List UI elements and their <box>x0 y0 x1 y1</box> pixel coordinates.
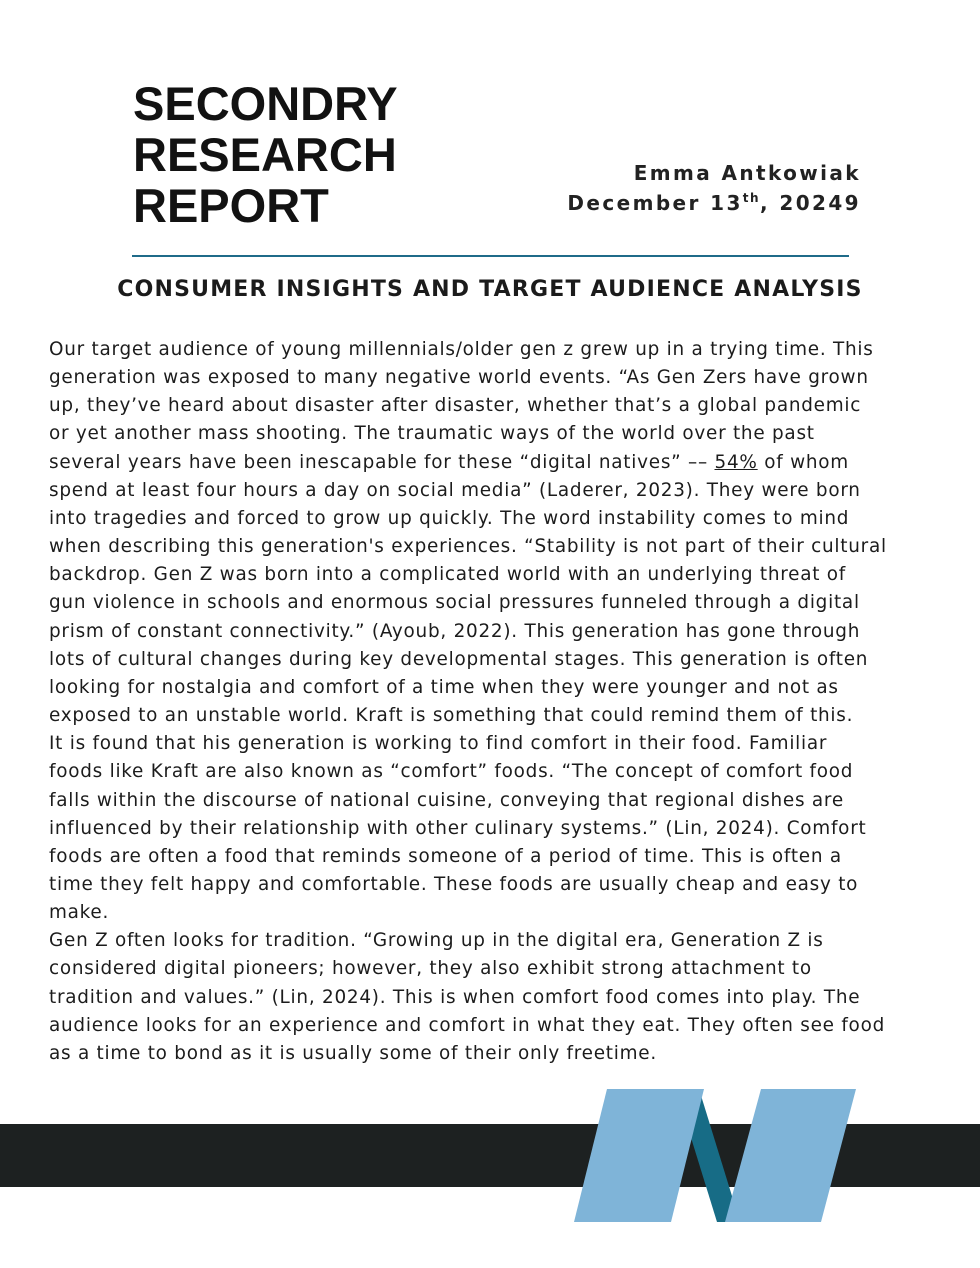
body-line: backdrop. Gen Z was born into a complicated world with an underlying threat of <box>49 564 846 586</box>
body-line: make. <box>49 902 110 924</box>
body-line: exposed to an unstable world. Kraft is something that could remind them of this. <box>49 705 854 727</box>
title-line-3: REPORT <box>133 179 329 232</box>
body-line: audience looks for an experience and comfort in what they eat. They often see food <box>49 1014 885 1036</box>
author-block <box>567 158 861 218</box>
report-date <box>567 188 861 218</box>
title-line-1: SECONDRY <box>133 77 398 130</box>
body-line: falls within the discourse of national cuisine, conveying that regional dishes are <box>49 789 844 811</box>
body-line: lots of cultural changes during key developmental stages. This generation is often <box>49 648 869 670</box>
body-line: when describing this generation's experiences. “Stability is not part of their cultural <box>49 536 887 558</box>
title-line-2: RESEARCH <box>133 128 397 181</box>
logo-right-bar <box>725 1089 856 1222</box>
body-line: It is found that his generation is working to find comfort in their food. Familiar <box>49 733 828 755</box>
report-title <box>133 78 433 231</box>
body-line: or yet another mass shooting. The traumatic ways of the world over the past <box>49 423 815 445</box>
body-line: looking for nostalgia and comfort of a time when they were younger and not as <box>49 676 839 698</box>
body-line: as a time to bond as it is usually some of their only freetime. <box>49 1042 657 1064</box>
logo-left-bar <box>574 1089 704 1222</box>
author-name: Emma Antkowiak <box>633 161 861 185</box>
body-line: Our target audience of young millennials/older gen z grew up in a trying time. This <box>49 339 874 360</box>
body-line: tradition and values.” (Lin, 2024). This is when comfort food comes into play. The <box>49 986 861 1008</box>
body-line: foods like Kraft are also known as “comfort” foods. “The concept of comfort food <box>49 761 854 783</box>
body-line: generation was exposed to many negative world events. “As Gen Zers have grown <box>49 367 869 389</box>
body-line: considered digital pioneers; however, they also exhibit strong attachment to <box>49 958 812 980</box>
logo-mark-icon <box>570 1088 860 1224</box>
header-divider <box>132 255 849 257</box>
body-line-segment: of whom <box>757 451 849 473</box>
body-line: gun violence in schools and enormous social pressures funneled through a digital <box>49 592 860 614</box>
body-line: foods are often a food that reminds someone of a period of time. This is often a <box>49 845 842 867</box>
body-line: influenced by their relationship with other culinary systems.” (Lin, 2024). Comfort <box>49 817 867 839</box>
date-suffix: , 20249 <box>760 191 861 215</box>
body-line-segment: several years have been inescapable for these “digital natives” –– <box>49 451 715 473</box>
stat-link[interactable]: 54% <box>714 451 758 473</box>
date-ordinal: th <box>742 191 761 205</box>
section-heading: CONSUMER INSIGHTS AND TARGET AUDIENCE ANALYSIS <box>117 277 863 302</box>
body-line-with-link <box>49 449 934 477</box>
body-line: up, they’ve heard about disaster after disaster, whether that’s a global pandemic <box>49 395 862 417</box>
body-line: into tragedies and forced to grow up quickly. The word instability comes to mind <box>49 507 850 529</box>
body-line: Gen Z often looks for tradition. “Growing up in the digital era, Generation Z is <box>49 930 824 952</box>
body-text <box>49 336 934 1068</box>
body-line: prism of constant connectivity.” (Ayoub, 2022). This generation has gone through <box>49 620 861 642</box>
body-line: time they felt happy and comfortable. These foods are usually cheap and easy to <box>49 873 859 895</box>
body-line: spend at least four hours a day on social media” (Laderer, 2023). They were born <box>49 479 861 501</box>
date-prefix: December 13 <box>567 191 743 215</box>
